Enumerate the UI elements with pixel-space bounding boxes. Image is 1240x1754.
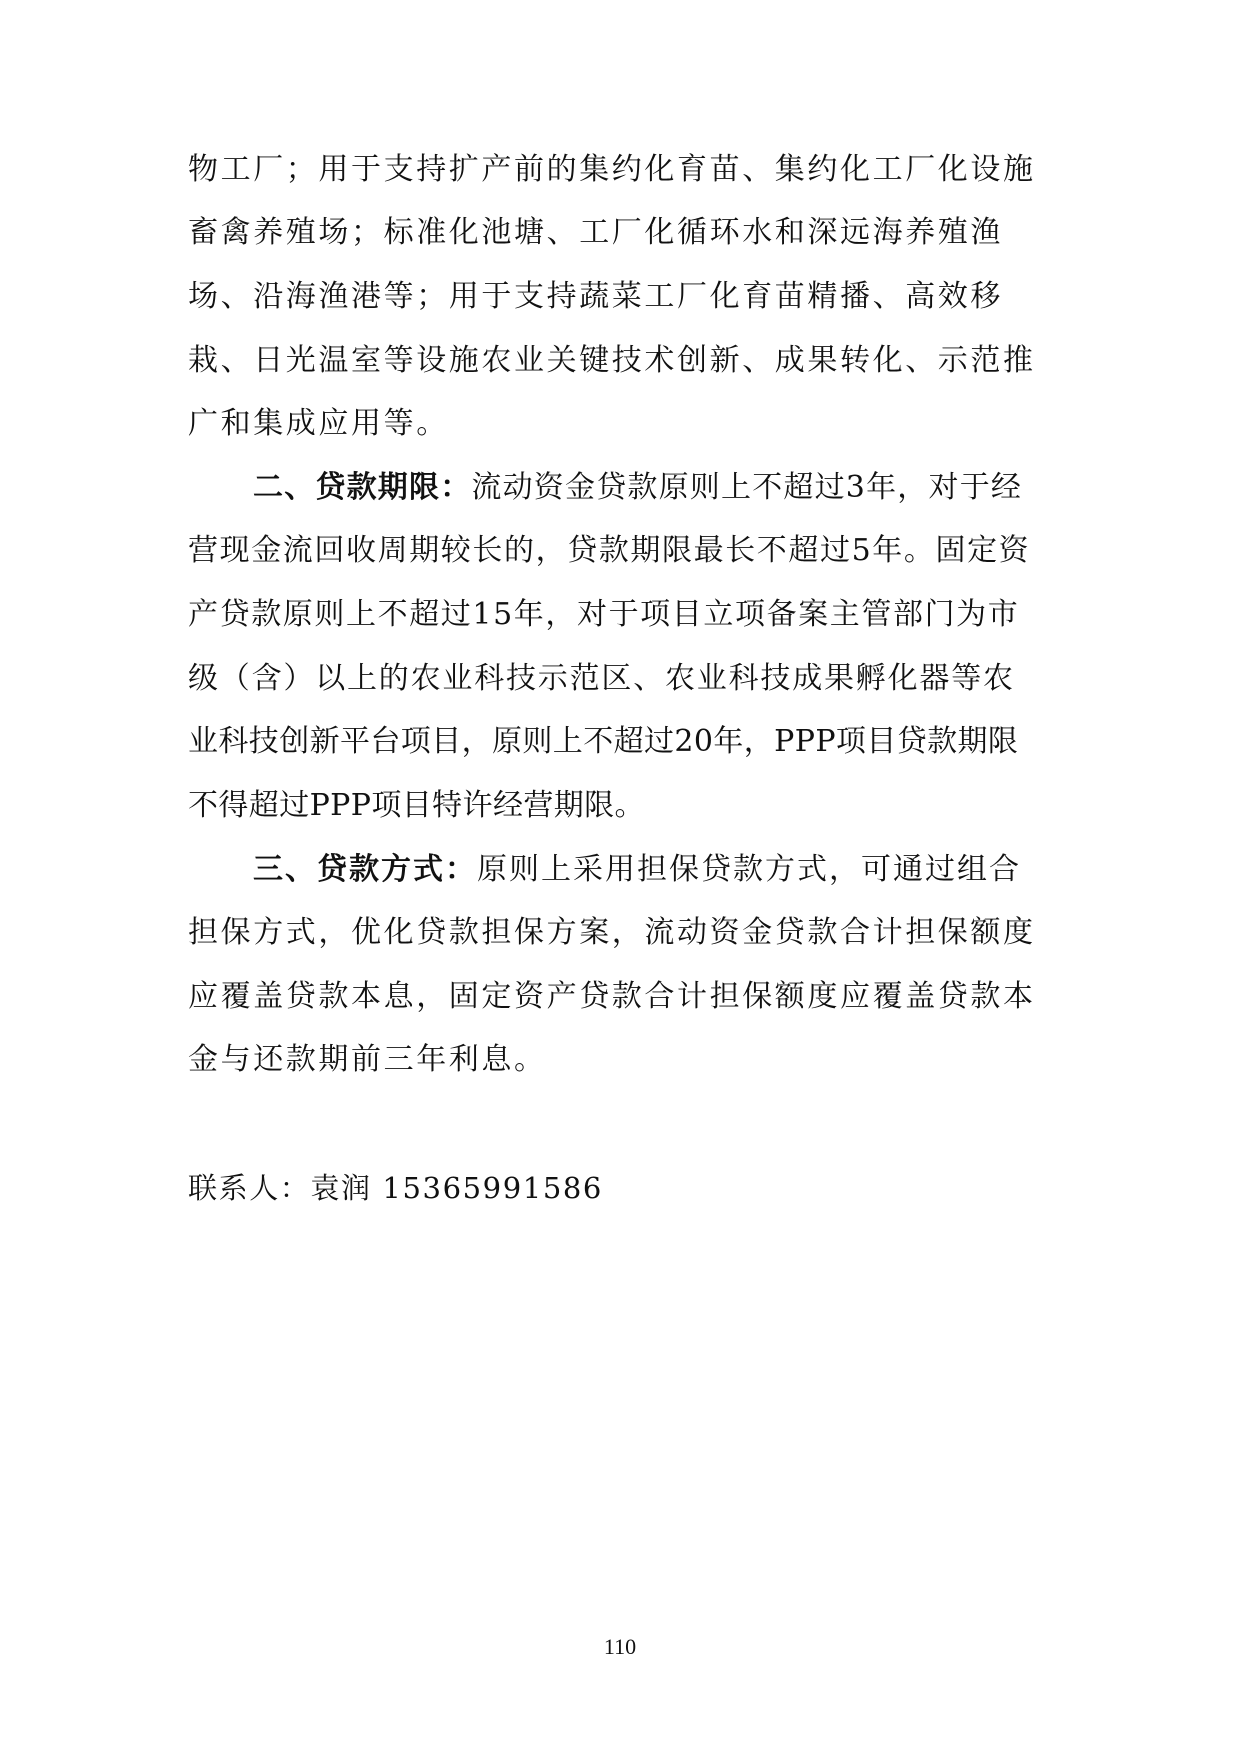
section-two-line: 产贷款原则上不超过15年，对于项目立项备案主管部门为市: [188, 597, 1020, 632]
section-three-heading: 三、贷款方式：: [253, 852, 477, 887]
body-line: 栽、日光温室等设施农业关键技术创新、成果转化、示范推: [188, 343, 1036, 378]
section-three-line: 担保方式，优化贷款担保方案，流动资金贷款合计担保额度: [188, 915, 1036, 950]
section-three-line: 应覆盖贷款本息，固定资产贷款合计担保额度应覆盖贷款本: [188, 979, 1036, 1014]
page-number: 110: [603, 1634, 637, 1659]
section-two-line: 级（含）以上的农业科技示范区、农业科技成果孵化器等农: [188, 661, 1015, 696]
section-three-text: 原则上采用担保贷款方式，可通过组合: [477, 852, 1021, 887]
body-line: 场、沿海渔港等；用于支持蔬菜工厂化育苗精播、高效移: [188, 279, 1003, 314]
section-two-text: 流动资金贷款原则上不超过3年，对于经: [471, 470, 1023, 505]
section-three-first-line: [253, 850, 1021, 890]
body-line: 物工厂；用于支持扩产前的集约化育苗、集约化工厂化设施: [188, 152, 1036, 187]
section-two-line: 业科技创新平台项目，原则上不超过20年，PPP项目贷款期限: [188, 724, 1019, 759]
section-two-heading: 二、贷款期限：: [253, 470, 472, 505]
section-three-line: 金与还款期前三年利息。: [188, 1042, 547, 1077]
section-two-line: 不得超过PPP项目特许经营期限。: [188, 788, 645, 823]
section-two-first-line: [253, 468, 1022, 508]
section-two-line: 营现金流回收周期较长的，贷款期限最长不超过5年。固定资: [188, 533, 1031, 568]
body-line: 畜禽养殖场；标准化池塘、工厂化循环水和深远海养殖渔: [188, 215, 1003, 250]
body-line: 广和集成应用等。: [188, 406, 449, 441]
contact-info: 联系人：袁润 15365991586: [188, 1171, 603, 1205]
